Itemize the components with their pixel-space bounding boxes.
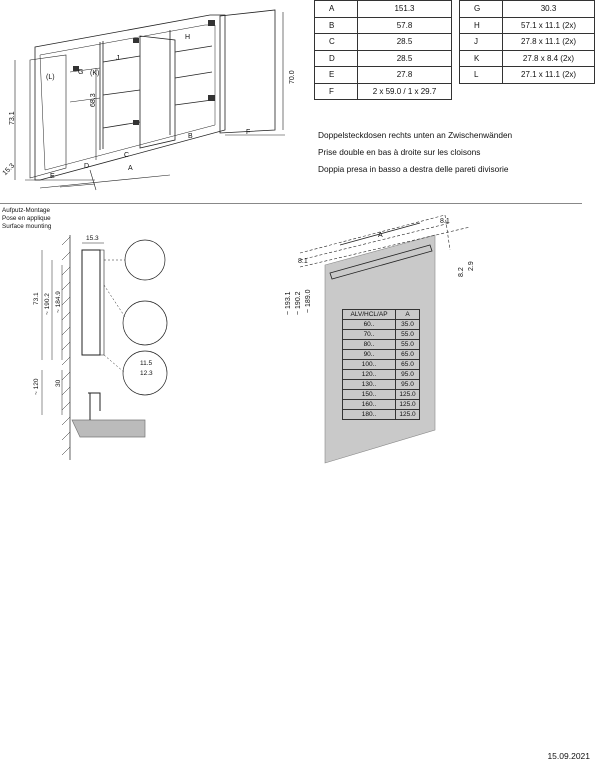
dimension-value: 27.8 [358,67,452,84]
alv-a-value: 125.0 [395,400,419,410]
alv-size: 180.. [343,410,396,420]
note-italian: Doppia presa in basso a destra delle pareti divisorie [318,164,509,174]
alv-header-size: ALV/HCL/AP [343,310,396,320]
alv-header-a: A [395,310,419,320]
alv-size: 90.. [343,350,396,360]
dimension-key: L [460,67,503,84]
cabinet-perspective-drawing [0,0,310,200]
alv-row [343,390,420,400]
alv-size: 120.. [343,370,396,380]
note-german: Doppelsteckdosen rechts unten an Zwischenwänden [318,130,513,140]
dimension-row [460,34,595,51]
label-a: A [128,165,133,172]
dimension-value: 151.3 [358,1,452,18]
dimension-key: B [315,17,358,34]
front-view-drawing [270,205,590,475]
dimension-value: 27.8 x 11.1 (2x) [503,34,595,51]
dimension-value: 27.8 x 8.4 (2x) [503,50,595,67]
alv-a-value: 55.0 [395,340,419,350]
alv-row [343,370,420,380]
alv-row [343,410,420,420]
label-g: G [78,69,84,76]
alv-row [343,360,420,370]
dimension-row [315,67,452,84]
label-d153: 15.3 [1,162,17,178]
dimension-table-right [459,0,595,84]
label-f: F [246,129,251,136]
dimension-row [315,50,452,67]
socket-notes [318,127,512,178]
alv-size-table [342,309,420,420]
alv-a-value: 125.0 [395,410,419,420]
side-label-w123: 12.3 [140,370,153,377]
alv-size: 160.. [343,400,396,410]
dimension-row [460,67,595,84]
side-label-h1902: ~ 190.2 [44,293,51,315]
dimension-value: 30.3 [503,1,595,18]
alv-row [343,340,420,350]
label-h: H [185,34,191,41]
side-label-h30: 30 [55,379,62,387]
side-label-d153: 15.3 [86,235,99,242]
alv-row [343,400,420,410]
dimension-key: H [460,17,503,34]
front-label-h82: 8.2 [458,267,465,277]
dimension-key: F [315,83,358,100]
label-h683: 68.3 [90,93,97,107]
alv-size: 130.. [343,380,396,390]
label-h700: 70.0 [289,70,296,84]
alv-a-value: 65.0 [395,350,419,360]
front-label-h1902: ~ 190.2 [295,291,302,315]
label-c: C [124,152,130,159]
dimension-value: 57.1 x 11.1 (2x) [503,17,595,34]
dimension-value: 57.8 [358,17,452,34]
alv-a-value: 95.0 [395,370,419,380]
front-label-a: A [378,232,383,239]
alv-row [343,380,420,390]
alv-a-value: 95.0 [395,380,419,390]
dimension-row [315,34,452,51]
dimension-row [460,50,595,67]
front-label-h1890: ~ 189.0 [305,289,312,313]
alv-a-value: 125.0 [395,390,419,400]
dimension-key: A [315,1,358,18]
label-b: B [188,133,193,140]
dimension-row [315,83,452,100]
dimension-table-left [314,0,452,100]
dimension-key: G [460,1,503,18]
dimension-key: D [315,50,358,67]
mounting-french: Pose en applique [2,215,51,222]
side-label-h1849: ~ 184.9 [55,291,62,313]
front-label-left81: 8.1 [298,258,308,265]
dimension-key: E [315,67,358,84]
mounting-english: Surface mounting [2,223,52,230]
note-french: Prise double en bas à droite sur les cloisons [318,147,481,157]
label-j: J [116,55,120,62]
alv-row [343,330,420,340]
dimension-value: 2 x 59.0 / 1 x 29.7 [358,83,452,100]
mounting-german: Aufputz-Montage [2,207,50,214]
dimension-value: 27.1 x 11.1 (2x) [503,67,595,84]
dimension-value: 28.5 [358,50,452,67]
section-divider [0,203,582,204]
side-label-h731: 73.1 [33,292,40,305]
alv-size: 60.. [343,320,396,330]
label-e: E [50,173,55,180]
dimension-key: C [315,34,358,51]
front-label-h1931: ~ 193.1 [285,291,292,315]
label-d: D [84,163,90,170]
alv-a-value: 55.0 [395,330,419,340]
label-l: (L) [46,74,55,81]
dimension-row [460,17,595,34]
alv-size: 80.. [343,340,396,350]
alv-row [343,320,420,330]
side-view-drawing [0,225,200,475]
front-label-h29: 2.9 [468,261,475,271]
alv-row [343,350,420,360]
dimension-row [315,17,452,34]
dimension-key: K [460,50,503,67]
front-label-top81: 8.1 [440,218,450,225]
alv-size: 100.. [343,360,396,370]
document-date: 15.09.2021 [547,751,590,761]
alv-a-value: 35.0 [395,320,419,330]
label-h731: 73.1 [9,111,16,125]
dimension-row [460,1,595,18]
side-label-h120: ~ 120 [33,378,40,395]
dimension-value: 28.5 [358,34,452,51]
alv-size: 150.. [343,390,396,400]
label-k: (K) [90,70,100,77]
alv-size: 70.. [343,330,396,340]
dimension-row [315,1,452,18]
alv-a-value: 65.0 [395,360,419,370]
side-label-w115: 11.5 [140,360,153,367]
dimension-key: J [460,34,503,51]
